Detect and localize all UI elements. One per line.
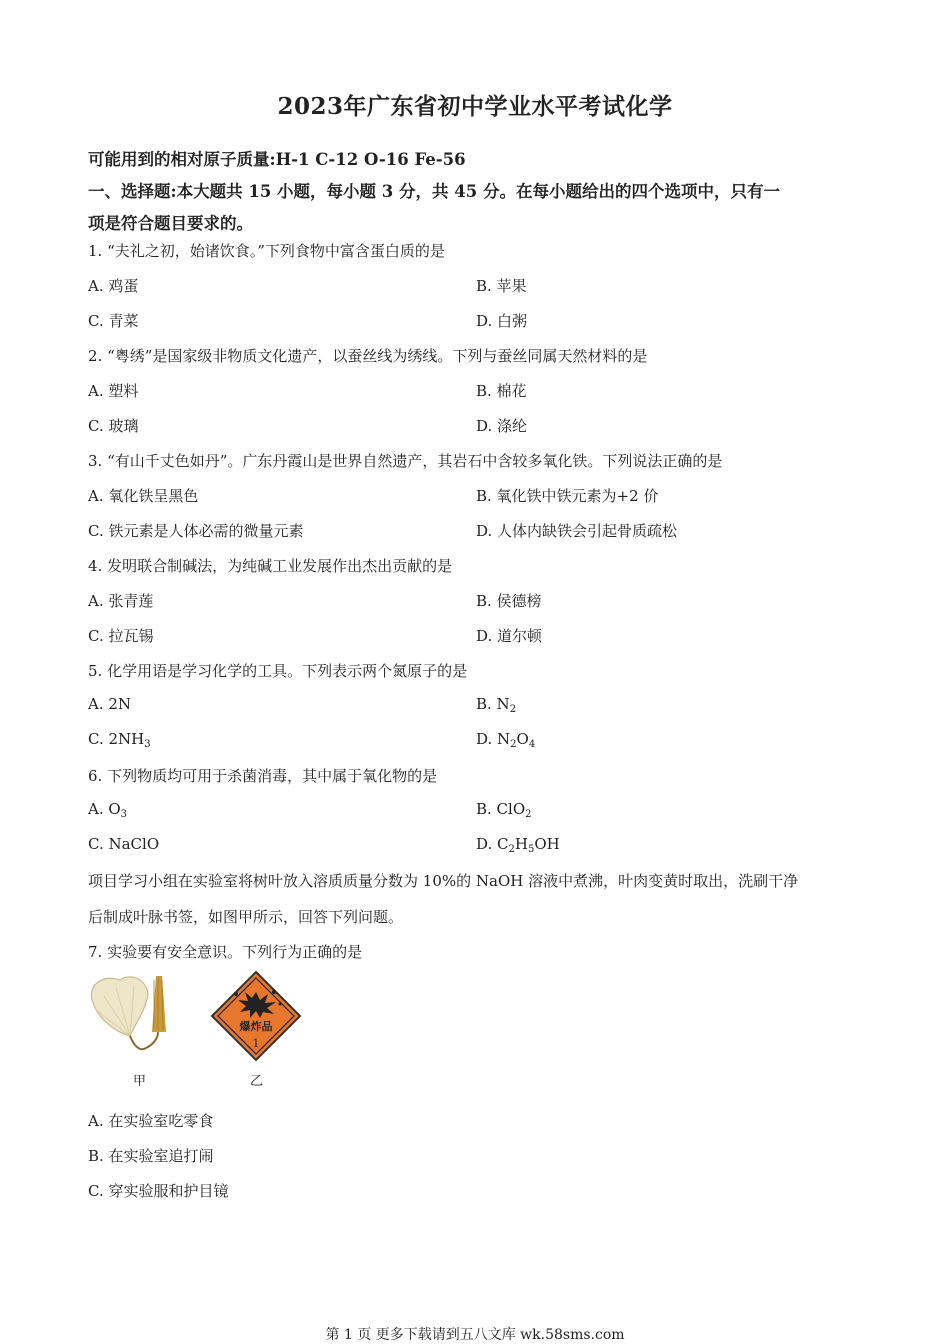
q1-option-c: C. 青菜 bbox=[88, 312, 139, 330]
q7-option-a: A. 在实验室吃零食 bbox=[88, 1112, 214, 1130]
section-heading-line2: 项是符合题目要求的。 bbox=[88, 214, 253, 233]
q4-option-b: B. 侯德榜 bbox=[476, 592, 542, 610]
explosive-hazard-sign bbox=[210, 970, 302, 1062]
q4-option-c: C. 拉瓦锡 bbox=[88, 627, 154, 645]
question-2-stem: 2. “粤绣”是国家级非物质文化遗产，以蚕丝线为绣线。下列与蚕丝同属天然材料的是 bbox=[88, 347, 648, 365]
page-title: 2023年广东省初中学业水平考试化学 bbox=[277, 93, 673, 120]
q5-option-c: C. $2NH_3$ bbox=[88, 730, 151, 750]
q1-option-d: D. 白粥 bbox=[476, 312, 528, 330]
passage-line2: 后制成叶脉书签，如图甲所示，回答下列问题。 bbox=[88, 908, 404, 926]
sign-label: 爆炸品 bbox=[239, 1020, 273, 1033]
q3-option-c: C. 铁元素是人体必需的微量元素 bbox=[88, 522, 304, 540]
q1-option-a: A. 鸡蛋 bbox=[88, 277, 139, 295]
question-3-stem: 3. “有山千丈色如丹”。广东丹霞山是世界自然遗产，其岩石中含较多氧化铁。下列说法正确的是 bbox=[88, 452, 723, 470]
q6-option-b: B. ClO$_2$ bbox=[476, 800, 532, 820]
figure-caption-jia: 甲 bbox=[133, 1074, 147, 1089]
q7-option-c: C. 穿实验服和护目镜 bbox=[88, 1182, 229, 1200]
q3-option-b: B. 氧化铁中铁元素为+2 价 bbox=[476, 487, 659, 505]
question-4-stem: 4. 发明联合制碱法，为纯碱工业发展作出杰出贡献的是 bbox=[88, 557, 453, 575]
sign-class-number: 1 bbox=[252, 1037, 260, 1050]
q2-option-a: A. 塑料 bbox=[88, 382, 139, 400]
leaf-bookmark-figure bbox=[86, 970, 186, 1062]
q7-option-b: B. 在实验室追打闹 bbox=[88, 1147, 214, 1165]
figure-caption-yi: 乙 bbox=[250, 1074, 264, 1089]
q2-option-b: B. 棉花 bbox=[476, 382, 527, 400]
q3-option-a: A. 氧化铁呈黑色 bbox=[88, 487, 199, 505]
question-1-stem: 1. “夫礼之初，始诸饮食。”下列食物中富含蛋白质的是 bbox=[88, 242, 445, 260]
q3-option-d: D. 人体内缺铁会引起骨质疏松 bbox=[476, 522, 678, 540]
q6-option-a: A. $O_3$ bbox=[88, 800, 128, 820]
q4-option-d: D. 道尔顿 bbox=[476, 627, 543, 645]
q5-option-d: D. $N_2O_4$ bbox=[476, 730, 536, 750]
q5-option-b: B. $N_2$ bbox=[476, 695, 517, 715]
q4-option-a: A. 张青莲 bbox=[88, 592, 154, 610]
question-6-stem: 6. 下列物质均可用于杀菌消毒，其中属于氧化物的是 bbox=[88, 767, 438, 785]
q6-option-c: C. NaClO bbox=[88, 835, 160, 853]
question-7-stem: 7. 实验要有安全意识。下列行为正确的是 bbox=[88, 943, 363, 961]
question-5-stem: 5. 化学用语是学习化学的工具。下列表示两个氮原子的是 bbox=[88, 662, 468, 680]
passage-line1: 项目学习小组在实验室将树叶放入溶质质量分数为 10%的 NaOH 溶液中煮沸，叶肉变黄时取出，洗刷干净 bbox=[88, 872, 799, 890]
section-heading-line1: 一、选择题:本大题共 15 小题，每小题 3 分，共 45 分。在每小题给出的四个选项中，只有一 bbox=[88, 182, 780, 201]
atomic-masses: 可能用到的相对原子质量:H-1 C-12 O-16 Fe-56 bbox=[88, 150, 466, 169]
q5-option-a: A. 2N bbox=[88, 695, 132, 713]
page-footer: 第 1 页 更多下载请到五八文库 wk.58sms.com bbox=[325, 1327, 625, 1343]
q1-option-b: B. 苹果 bbox=[476, 277, 527, 295]
q2-option-c: C. 玻璃 bbox=[88, 417, 139, 435]
q6-option-d: D. $C_2H_5OH$ bbox=[476, 835, 560, 855]
q2-option-d: D. 涤纶 bbox=[476, 417, 528, 435]
